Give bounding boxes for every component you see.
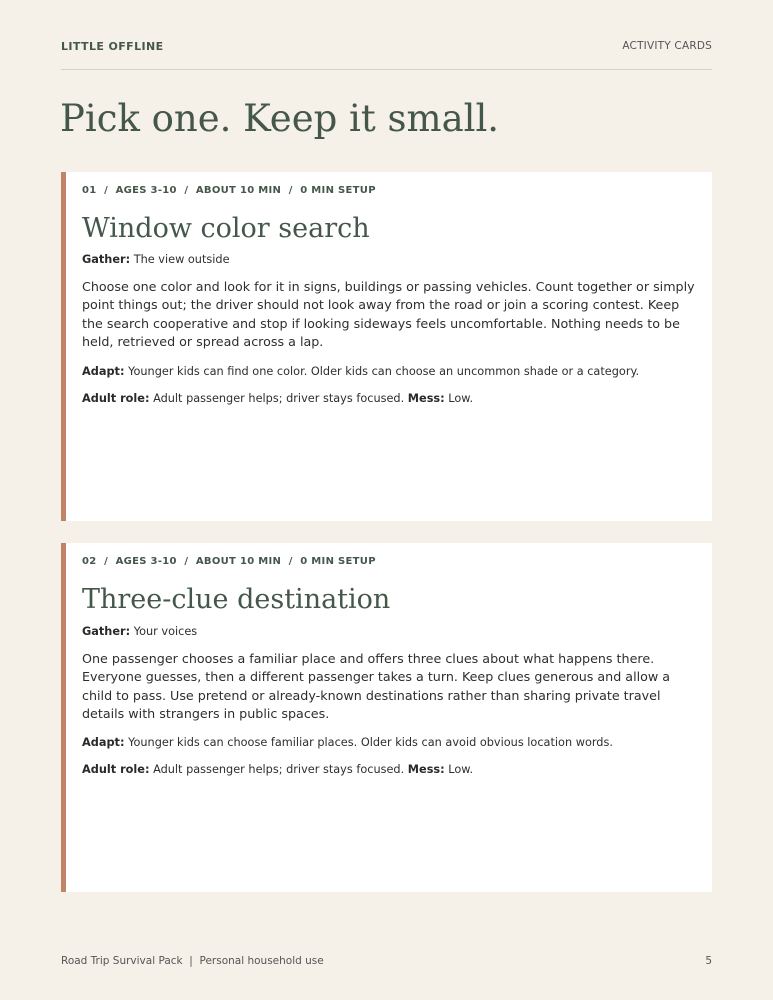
footer-title: Road Trip Survival Pack | Personal household use [61, 955, 324, 967]
adapt-line [82, 736, 692, 749]
gather-line [82, 253, 692, 266]
adapt-label: Adapt: [82, 736, 125, 749]
adult-role-value: Adult passenger helps; driver stays focused. [153, 763, 405, 776]
adapt-value: Younger kids can find one color. Older kids can choose an uncommon shade or a category. [128, 365, 640, 378]
card-title: Three-clue destination [82, 584, 391, 615]
gather-value: Your voices [133, 625, 198, 638]
adapt-label: Adapt: [82, 365, 125, 378]
adult-role-label: Adult role: [82, 763, 150, 776]
page-header [61, 40, 712, 70]
card-title: Window color search [82, 213, 370, 244]
page-number: 5 [705, 955, 712, 967]
mess-label: Mess: [407, 763, 445, 776]
card-meta: 01 / AGES 3-10 / ABOUT 10 MIN / 0 MIN SETUP [82, 185, 376, 196]
card-description: One passenger chooses a familiar place and offers three clues about what happens there. Everyone guesses, then a different passenger takes a turn. Keep clues generous and allow a child to pass. Use pretend or already-known destinations rather than sharing private travel details with strangers in public spaces. [82, 651, 671, 721]
card-meta: 02 / AGES 3-10 / ABOUT 10 MIN / 0 MIN SETUP [82, 556, 376, 567]
card-description: Choose one color and look for it in signs, buildings or passing vehicles. Count together or simply point things out; the driver should not look away from the road or join a scoring contest. Keep the search cooperative and stop if looking sideways feels uncomfortable. Nothing needs to be held, retrieved or spread across a lap. [82, 279, 695, 349]
section-label: ACTIVITY CARDS [622, 40, 712, 52]
activity-card [61, 172, 712, 521]
adapt-line [82, 365, 692, 378]
gather-label: Gather: [82, 625, 131, 638]
adapt-value: Younger kids can choose familiar places. Older kids can avoid obvious location words. [128, 736, 613, 749]
page-title: Pick one. Keep it small. [60, 97, 500, 140]
adult-role-line [82, 392, 692, 405]
adult-role-label: Adult role: [82, 392, 150, 405]
adult-role-line [82, 763, 692, 776]
activity-card [61, 543, 712, 892]
mess-value: Low. [448, 763, 474, 776]
adult-role-value: Adult passenger helps; driver stays focused. [153, 392, 405, 405]
gather-line [82, 625, 692, 638]
mess-value: Low. [448, 392, 474, 405]
gather-value: The view outside [133, 253, 230, 266]
brand-name: LITTLE OFFLINE [61, 40, 164, 53]
mess-label: Mess: [407, 392, 445, 405]
gather-label: Gather: [82, 253, 131, 266]
